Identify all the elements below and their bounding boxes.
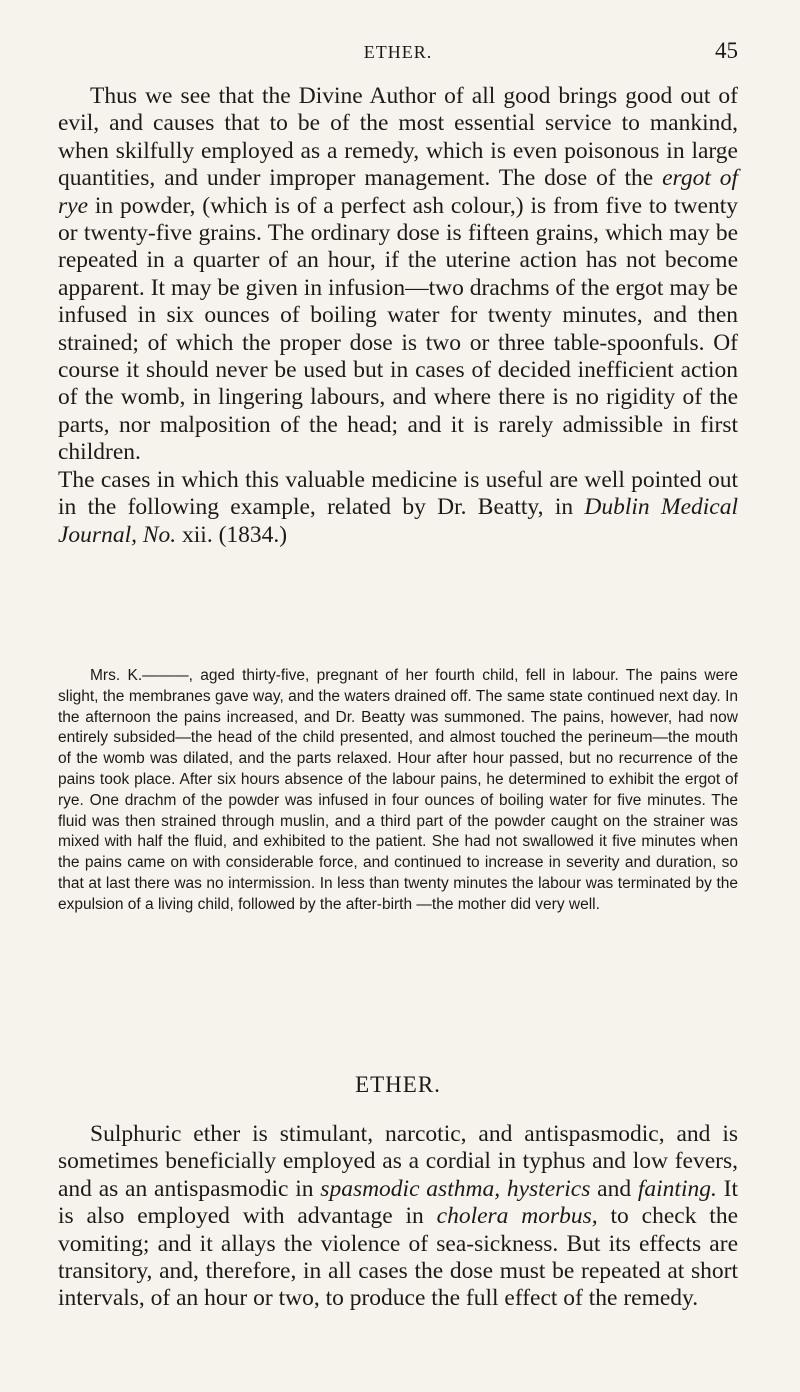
running-head	[58, 38, 738, 68]
journal-title: Dublin Medical Journal, No.	[58, 494, 738, 548]
italic-term: ergot of rye	[58, 165, 738, 219]
page-number: 45	[715, 38, 738, 63]
text-run: The cases in which this valuable medicine is useful are well pointed out in the following example, related by Dr. Beatty, in	[58, 466, 738, 521]
ergot-section	[58, 83, 738, 549]
text-run: Thus we see that the Divine Author of all good brings good out of evil, and causes that to be of the most essential service to mankind, when skilfully employed as a remedy, which is even poisonous in large quantities, and under improper management. The dose of the	[58, 83, 738, 192]
text-run: and	[590, 1175, 638, 1202]
italic-term: cholera morbus,	[436, 1203, 598, 1230]
ether-section	[58, 1121, 738, 1313]
text-run: in powder, (which is of a perfect ash colour,) is from five to twenty or twenty-five grains. The ordinary dose is fifteen grains, which may be repeated in a quarter of an hour, if the uterine action has not become apparent. It may be given in infusion—two drachms of the ergot may be infused in six ounces of boiling water for twenty minutes, and then strained; of which the proper dose is two or three table-spoonfuls. Of course it should never be used but in cases of decided inefficient action of the womb, in lingering labours, and where there is no rigidity of the parts, nor malposition of the head; and it is rarely admissible in first children.	[58, 192, 738, 466]
italic-term: fainting.	[637, 1175, 717, 1202]
ergot-dosage-paragraph	[58, 83, 738, 467]
running-title: ETHER.	[363, 42, 433, 62]
italic-term: spasmodic asthma, hysterics	[320, 1175, 591, 1202]
ether-paragraph	[58, 1121, 738, 1313]
text-run: xii. (1834.)	[176, 521, 288, 548]
case-report-paragraph: Mrs. K.———, aged thirty-five, pregnant of her fourth child, fell in labour. The pains were slight, the membranes gave way, and the waters drained off. The same state continued next day. In the afternoon the pains increased, and Dr. Beatty was summoned. The pains, however, had now entirely subsided—the head of the child presented, and almost touched the perineum—the mouth of the womb was dilated, and the parts relaxed. Hour after hour passed, but no recurrence of the pains took place. After six hours absence of the labour pains, he determined to exhibit the ergot of rye. One drachm of the powder was infused in four ounces of boiling water for five minutes. The fluid was then strained through muslin, and a third part of the powder caught on the strainer was mixed with half the fluid, and exhibited to the patient. She had not swallowed it five minutes when the pains came on with considerable force, and continued to increase in severity and duration, so that at last there was no intermission. In less than twenty minutes the labour was terminated by the expulsion of a living child, followed by the after-birth —the mother did very well.	[58, 667, 738, 913]
section-heading-ether: ETHER.	[355, 1072, 441, 1097]
example-intro-paragraph	[58, 467, 738, 549]
text-run: It is also employed with advantage in	[58, 1175, 738, 1230]
text-run: Sulphuric ether is stimulant, narcotic, and antispasmodic, and is sometimes beneficially employed as a cordial in typhus and low fevers, and as an antispasmodic in	[58, 1121, 738, 1202]
text-run: to check the vomiting; and it allays the violence of sea-sickness. But its effects are transitory, and, therefore, in all cases the dose must be repeated at short intervals, of an hour or two, to produce the full effect of the remedy.	[58, 1203, 739, 1312]
